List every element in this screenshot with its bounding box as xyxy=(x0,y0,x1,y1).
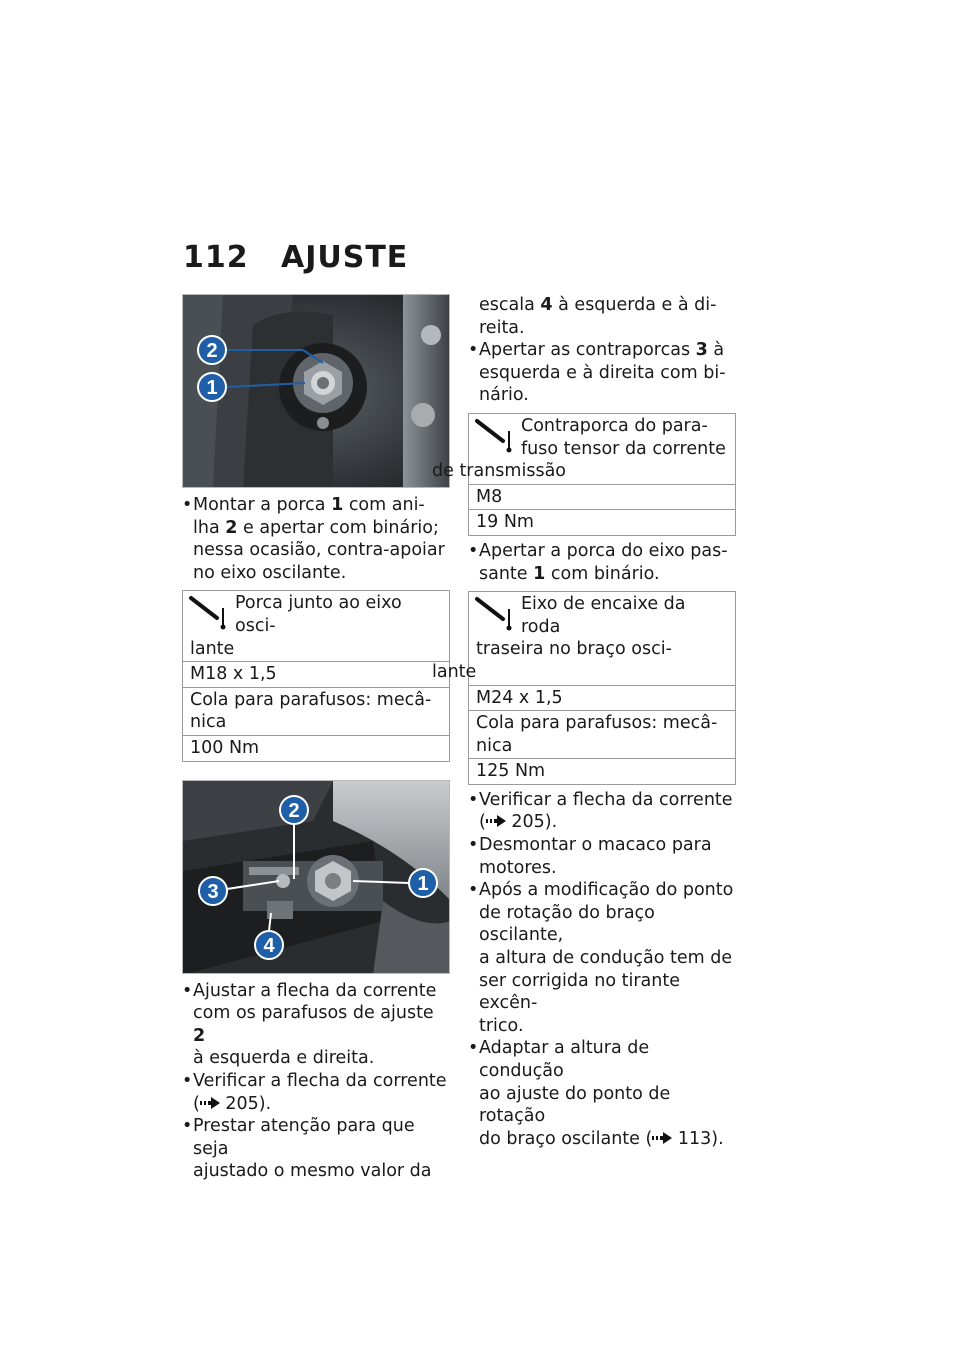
step-check-chain: • Verificar a flecha da corrente ( 205). xyxy=(182,1070,450,1115)
spec-thread: M8 xyxy=(469,484,736,510)
spec-thread: M18 x 1,5 xyxy=(183,662,450,688)
spec-title-cell: Eixo de encaixe da roda traseira no braço osci- lante xyxy=(469,592,736,685)
steps-list-left-2 xyxy=(182,980,450,1183)
callout-1-label: 1 xyxy=(417,872,429,895)
callout-4-label: 4 xyxy=(263,934,275,957)
step-same-value: • Prestar atenção para que seja ajustado o mesmo valor da xyxy=(182,1115,450,1183)
spec-table-axle-nut xyxy=(182,590,450,761)
photo-chain-adjuster-illustration xyxy=(183,781,450,974)
steps-list-right xyxy=(468,294,736,407)
callout-1-label: 1 xyxy=(206,377,218,399)
spec-table-rear-axle xyxy=(432,591,736,785)
spec-torque: 19 Nm xyxy=(469,510,736,536)
step-tighten-axle-nut: • Apertar a porca do eixo pas- sante 1 com binário. xyxy=(468,540,736,585)
spec-torque: 100 Nm xyxy=(183,735,450,761)
page-header xyxy=(183,240,408,275)
right-column xyxy=(432,294,736,1150)
callout-3-label: 3 xyxy=(207,880,219,903)
steps-list-right-3 xyxy=(468,789,736,1151)
spec-adhesive: Cola para parafusos: mecâ- nica xyxy=(469,711,736,759)
photo-axle-nut-illustration xyxy=(183,295,450,488)
page-reference-arrow-icon xyxy=(486,815,506,827)
step-tighten-locknuts: • Apertar as contraporcas 3 à esquerda e à direita com bi- nário. xyxy=(468,339,736,407)
spec-adhesive: Cola para parafusos: mecâ- nica xyxy=(183,687,450,735)
photo-chain-adjuster xyxy=(182,780,450,974)
spec-torque: 125 Nm xyxy=(469,759,736,785)
page-reference-arrow-icon xyxy=(200,1097,220,1109)
page-reference-arrow-icon xyxy=(652,1132,672,1144)
left-column xyxy=(182,294,450,1183)
spec-title-cell: Contraporca do para- fuso tensor da corrente de transmissão xyxy=(469,413,736,484)
step-remove-jack: • Desmontar o macaco para motores. xyxy=(468,834,736,879)
callout-2-label: 2 xyxy=(288,799,300,822)
steps-list-left xyxy=(182,494,450,584)
step-check-chain-2: • Verificar a flecha da corrente ( 205). xyxy=(468,789,736,834)
step-adjust-chain: • Ajustar a flecha da corrente com os parafusos de ajuste 2 à esquerda e direita. xyxy=(182,980,450,1070)
step-adapt-ride-height: • Adaptar a altura de condução ao ajuste do ponto de rotação do braço oscilante ( 113). xyxy=(468,1037,736,1150)
step-correct-ride-height: • Após a modificação do ponto de rotação do braço oscilante, a altura de condução tem de ser corrigida no tirante excên- trico. xyxy=(468,879,736,1037)
torque-wrench-icon xyxy=(473,415,517,455)
steps-list-right-2 xyxy=(468,540,736,585)
spec-title-cell: Porca junto ao eixo osci- lante xyxy=(183,591,450,662)
step-same-value-continued: escala 4 à esquerda e à di- reita. xyxy=(479,295,717,338)
torque-wrench-icon xyxy=(187,592,231,632)
page-title: AJUSTE xyxy=(281,240,409,275)
torque-wrench-icon xyxy=(473,593,517,633)
photo-axle-nut xyxy=(182,294,450,488)
spec-table-locknut xyxy=(432,413,736,536)
step-mount-nut: • Montar a porca 1 com ani- lha 2 e apertar com binário; nessa ocasião, contra-apoiar no eixo oscilante. xyxy=(182,494,450,584)
spec-thread: M24 x 1,5 xyxy=(469,685,736,711)
page-number: 112 xyxy=(183,240,249,275)
callout-2-label: 2 xyxy=(206,340,218,362)
